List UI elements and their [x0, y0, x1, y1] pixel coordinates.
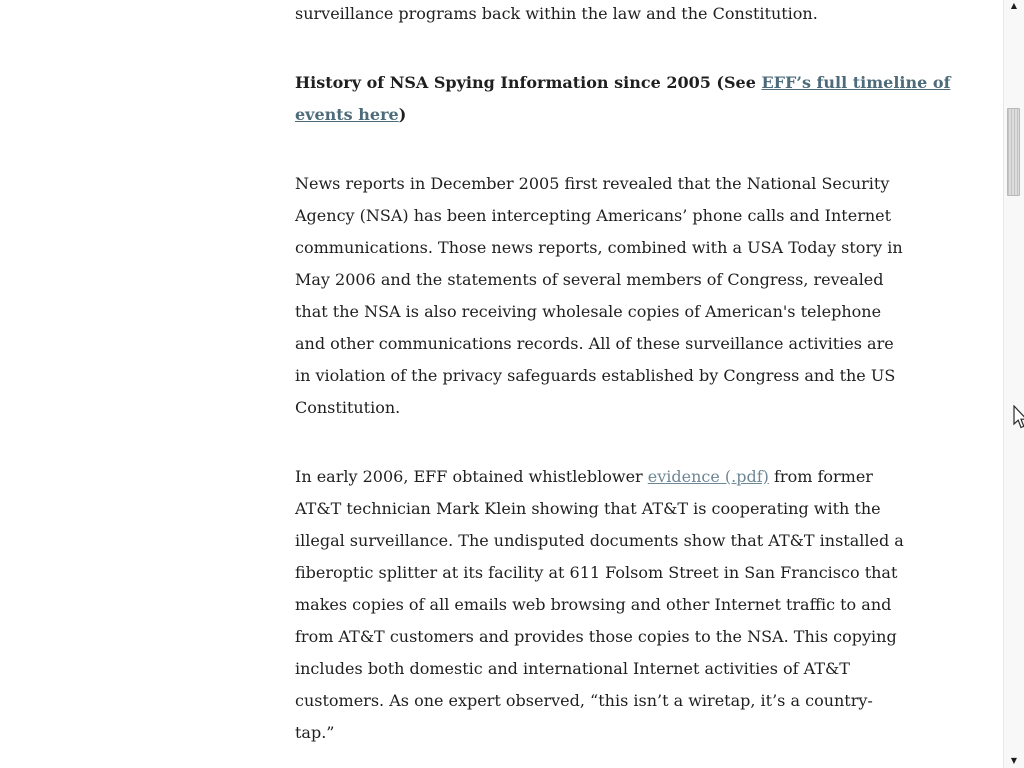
scroll-down-icon: ▼: [1010, 756, 1018, 765]
body-text-line: in violation of the privacy safeguards established by Congress and the US: [295, 366, 896, 385]
eff-timeline-link[interactable]: events here: [295, 105, 399, 124]
body-text-line: May 2006 and the statements of several members of Congress, revealed: [295, 270, 884, 289]
scroll-up-icon: ▲: [1010, 1, 1018, 10]
vertical-scrollbar[interactable]: [1003, 0, 1024, 768]
scroll-down-button[interactable]: [1004, 754, 1024, 768]
body-text: In early 2006, EFF obtained whistleblower: [295, 467, 648, 486]
paragraph-att-evidence: [295, 461, 904, 749]
body-text-line: customers. As one expert observed, “this isn’t a wiretap, it’s a country-: [295, 691, 873, 710]
body-text-line: News reports in December 2005 first revealed that the National Security: [295, 174, 890, 193]
paragraph-continuation: [295, 0, 818, 30]
mouse-cursor-icon: [1012, 405, 1024, 431]
body-text-line: communications. Those news reports, combined with a USA Today story in: [295, 238, 903, 257]
body-text-line: and other communications records. All of these surveillance activities are: [295, 334, 894, 353]
body-text-line: that the NSA is also receiving wholesale copies of American's telephone: [295, 302, 882, 321]
section-heading: [295, 67, 950, 131]
body-text-line: surveillance programs back within the law and the Constitution.: [295, 4, 818, 23]
body-text-line: Constitution.: [295, 398, 401, 417]
body-text-line: illegal surveillance. The undisputed documents show that AT&T installed a: [295, 531, 904, 550]
heading-text: ): [398, 105, 407, 124]
heading-line: [295, 67, 950, 99]
body-text-line: makes copies of all emails web browsing and other Internet traffic to and: [295, 595, 892, 614]
heading-line: [295, 99, 950, 131]
heading-text: History of NSA Spying Information since 2005 (See: [295, 73, 762, 92]
body-text-line: from AT&T customers and provides those copies to the NSA. This copying: [295, 627, 897, 646]
paragraph-news-reports: [295, 168, 903, 424]
scrollbar-thumb[interactable]: [1007, 108, 1020, 196]
scroll-up-button[interactable]: [1004, 0, 1024, 14]
body-text-line: includes both domestic and international Internet activities of AT&T: [295, 659, 850, 678]
eff-timeline-link[interactable]: EFF’s full timeline of: [761, 73, 951, 92]
body-text-line: [295, 461, 904, 493]
body-text-line: AT&T technician Mark Klein showing that AT&T is cooperating with the: [295, 499, 881, 518]
body-text-line: Agency (NSA) has been intercepting Americans’ phone calls and Internet: [295, 206, 892, 225]
body-text-line: fiberoptic splitter at its facility at 611 Folsom Street in San Francisco that: [295, 563, 898, 582]
evidence-pdf-link[interactable]: evidence (.pdf): [647, 467, 769, 486]
body-text: from former: [768, 467, 873, 486]
body-text-line: tap.”: [295, 723, 335, 742]
